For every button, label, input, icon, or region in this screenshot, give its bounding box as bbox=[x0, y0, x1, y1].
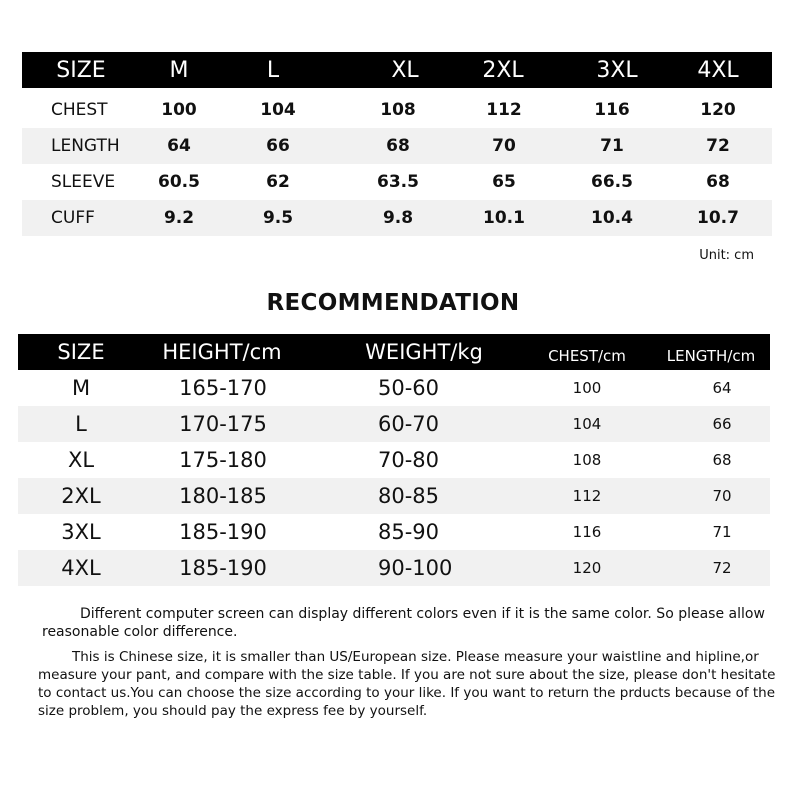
recommendation-header-row bbox=[18, 334, 770, 370]
header-2xl: 2XL bbox=[482, 57, 524, 83]
table-row bbox=[22, 92, 772, 128]
row-label: SLEEVE bbox=[51, 172, 116, 192]
header-chest: CHEST/cm bbox=[548, 347, 626, 365]
size-cell: M bbox=[71, 376, 91, 400]
length-cell: 72 bbox=[712, 559, 732, 577]
length-cell: 66 bbox=[712, 415, 732, 433]
table-cell: 71 bbox=[600, 136, 624, 156]
unit-note: Unit: cm bbox=[699, 248, 754, 263]
length-cell: 70 bbox=[712, 487, 732, 505]
row-label: CUFF bbox=[51, 208, 95, 228]
table-row bbox=[22, 128, 772, 164]
weight-cell: 70-80 bbox=[378, 448, 440, 472]
weight-cell: 85-90 bbox=[378, 520, 440, 544]
recommendation-table bbox=[18, 334, 770, 586]
table-cell: 104 bbox=[260, 100, 296, 120]
height-cell: 185-190 bbox=[179, 520, 267, 544]
recommendation-title: RECOMMENDATION bbox=[266, 290, 520, 316]
table-cell: 120 bbox=[700, 100, 736, 120]
header-xl: XL bbox=[391, 57, 419, 83]
header-m: M bbox=[169, 57, 189, 83]
table-cell: 60.5 bbox=[158, 172, 200, 192]
table-cell: 10.4 bbox=[591, 208, 633, 228]
header-size: SIZE bbox=[57, 340, 105, 364]
chinese-size-note: This is Chinese size, it is smaller than US/European size. Please measure your waistline and hipline,or measure your pant, and compare with the size table. If you are not sure about the size, please don't hesitate to contact us.You can choose the size according to your like. If you want to return the prducts because of the size problem, you should pay the express fee by yourself. bbox=[38, 649, 776, 719]
chest-cell: 112 bbox=[572, 487, 602, 505]
chest-cell: 100 bbox=[572, 379, 602, 397]
table-cell: 10.1 bbox=[483, 208, 525, 228]
table-cell: 68 bbox=[706, 172, 730, 192]
table-cell: 10.7 bbox=[697, 208, 739, 228]
table-row bbox=[22, 164, 772, 200]
weight-cell: 80-85 bbox=[378, 484, 440, 508]
header-size: SIZE bbox=[56, 57, 106, 83]
header-l: L bbox=[266, 57, 280, 83]
table-row bbox=[18, 550, 770, 586]
table-cell: 116 bbox=[594, 100, 630, 120]
table-cell: 65 bbox=[492, 172, 516, 192]
header-height: HEIGHT/cm bbox=[162, 340, 282, 364]
table-cell: 9.5 bbox=[262, 208, 294, 228]
height-cell: 170-175 bbox=[179, 412, 267, 436]
chest-cell: 104 bbox=[572, 415, 602, 433]
table-cell: 9.8 bbox=[382, 208, 414, 228]
color-difference-note: Different computer screen can display different colors even if it is the same color. So please allow reasonable color difference. bbox=[42, 606, 765, 640]
size-cell: XL bbox=[67, 448, 95, 472]
height-cell: 165-170 bbox=[179, 376, 267, 400]
table-cell: 64 bbox=[167, 136, 191, 156]
size-chart-header-row bbox=[22, 52, 772, 88]
table-cell: 66.5 bbox=[591, 172, 633, 192]
size-chart-table bbox=[22, 52, 772, 238]
table-row bbox=[22, 200, 772, 236]
table-cell: 70 bbox=[492, 136, 516, 156]
size-cell: L bbox=[75, 412, 87, 436]
table-cell: 63.5 bbox=[377, 172, 419, 192]
size-cell: 3XL bbox=[61, 520, 101, 544]
table-cell: 72 bbox=[706, 136, 730, 156]
length-cell: 68 bbox=[712, 451, 732, 469]
table-cell: 108 bbox=[380, 100, 416, 120]
header-3xl: 3XL bbox=[596, 57, 638, 83]
length-cell: 71 bbox=[712, 523, 732, 541]
height-cell: 180-185 bbox=[179, 484, 267, 508]
header-4xl: 4XL bbox=[697, 57, 739, 83]
table-cell: 112 bbox=[486, 100, 522, 120]
header-length: LENGTH/cm bbox=[666, 347, 756, 365]
weight-cell: 90-100 bbox=[378, 556, 453, 580]
chest-cell: 120 bbox=[572, 559, 602, 577]
row-label: CHEST bbox=[51, 100, 108, 120]
table-row bbox=[18, 442, 770, 478]
length-cell: 64 bbox=[712, 379, 732, 397]
chest-cell: 108 bbox=[572, 451, 602, 469]
table-row bbox=[18, 478, 770, 514]
weight-cell: 50-60 bbox=[378, 376, 440, 400]
table-row bbox=[18, 370, 770, 406]
height-cell: 175-180 bbox=[179, 448, 267, 472]
table-cell: 66 bbox=[266, 136, 290, 156]
table-cell: 9.2 bbox=[163, 208, 195, 228]
size-cell: 4XL bbox=[61, 556, 101, 580]
table-cell: 62 bbox=[266, 172, 290, 192]
table-row bbox=[18, 406, 770, 442]
table-cell: 100 bbox=[161, 100, 197, 120]
weight-cell: 60-70 bbox=[378, 412, 440, 436]
size-cell: 2XL bbox=[61, 484, 101, 508]
header-weight: WEIGHT/kg bbox=[365, 340, 483, 364]
table-cell: 68 bbox=[386, 136, 410, 156]
chest-cell: 116 bbox=[572, 523, 602, 541]
table-row bbox=[18, 514, 770, 550]
height-cell: 185-190 bbox=[179, 556, 267, 580]
row-label: LENGTH bbox=[51, 136, 120, 156]
